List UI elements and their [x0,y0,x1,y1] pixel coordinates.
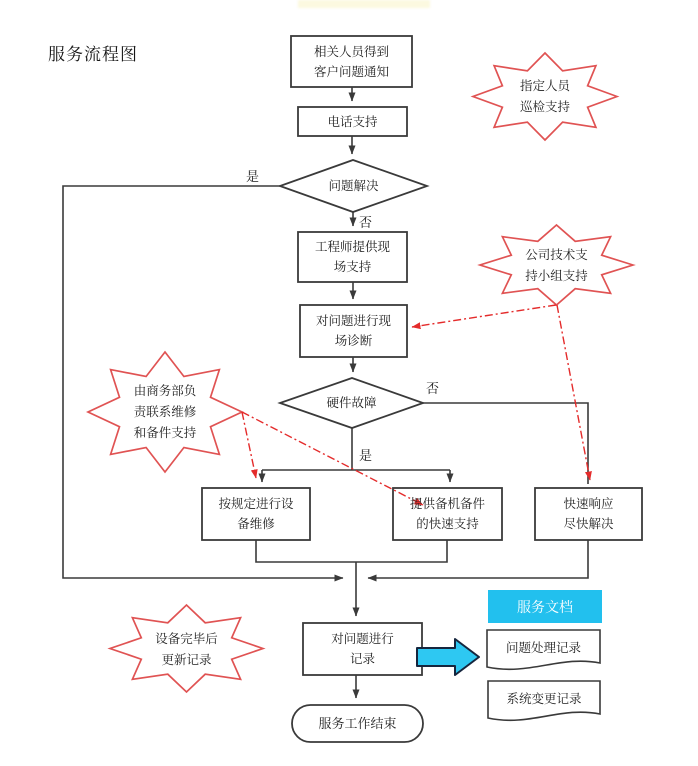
label-solved-yes: 是 [246,169,260,184]
text-line: 对问题进行 [331,632,394,646]
arrow-business-repair [242,412,256,478]
box-respond [535,488,642,540]
text-line: 按规定进行设 [218,497,294,511]
burst-techteam [480,225,633,305]
box-diagnose [300,305,407,357]
page-title: 服务流程图 [48,45,138,64]
text-line: 更新记录 [161,652,212,667]
text-line: 设备完毕后 [155,631,218,646]
text-line: 备维修 [237,517,275,531]
text-line: 服务工作结束 [318,715,397,731]
text-line: 快速响应 [563,497,614,511]
label-hardware-no: 否 [426,381,440,396]
block-arrow-right [417,639,479,675]
arrow-techteam-diagnose [412,305,556,327]
text-line: 公司技术支 [525,247,588,262]
terminator-end [292,705,423,742]
decision-solved [280,160,427,212]
text-line: 相关人员得到 [313,44,389,59]
text-line: 对问题进行现 [315,314,391,328]
box-phone [298,107,407,136]
box-record [303,623,422,675]
doc-issue-record [487,630,600,669]
text-line: 场支持 [333,260,372,274]
burst-update [110,605,263,692]
text-line: 场诊断 [334,334,373,348]
text-line: 系统变更记录 [506,692,582,706]
text-line: 由商务部负 [133,383,197,398]
text-line: 问题处理记录 [505,641,581,655]
decision-hardware [280,378,423,428]
text-line: 问题解决 [328,179,379,193]
box-repair [202,488,310,540]
text-line: 的快速支持 [416,517,479,531]
text-line: 工程师提供现 [314,240,390,254]
text-line: 指定人员 [519,79,570,93]
box-engineer [298,232,407,282]
arrow-techteam-respond [557,305,590,480]
text-line: 责联系维修 [133,404,197,419]
merge-repair-spare [256,540,447,562]
doc-header: 服务文档 [488,590,602,623]
label-hardware-yes: 是 [359,448,373,463]
text-line: 硬件故障 [326,396,377,410]
text-line: 巡检支持 [519,100,570,114]
edge-respond-merge [368,540,588,578]
text-line: 持小组支持 [525,268,588,283]
text-line: 提供备机备件 [409,497,485,511]
doc-change-record [488,681,600,720]
text-line: 电话支持 [327,114,378,129]
burst-business [88,352,242,472]
box-spare [393,488,502,540]
edge-hardware-no-respond [423,403,588,484]
text-line: 记录 [349,652,375,666]
text-line: 和备件支持 [133,425,197,440]
text-line: 尽快解决 [563,517,614,531]
box-notify [291,36,412,87]
text-line: 客户问题通知 [313,64,389,79]
document-shapes [487,630,600,720]
label-solved-no: 否 [359,215,373,230]
burst-patrol [473,53,617,140]
